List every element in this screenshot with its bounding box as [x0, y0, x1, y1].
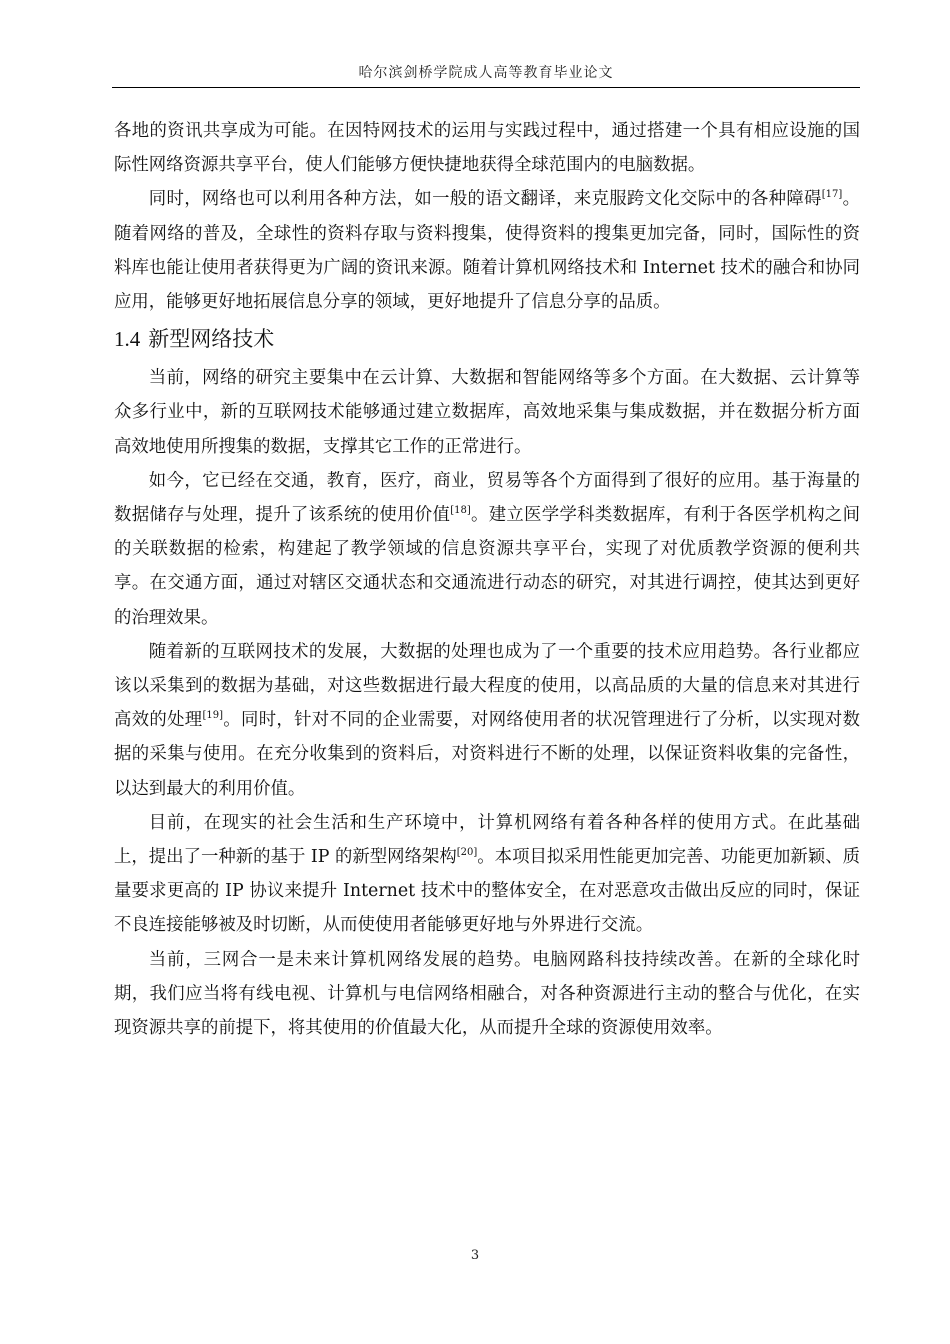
paragraph: [114, 114, 860, 182]
paragraph-text: 如今，它已经在交通，教育，医疗，商业，贸易等各个方面得到了很好的应用。基于海量的数据储存与处理，提升了该系统的使用价值: [114, 470, 860, 526]
paragraph-text: 。建立医学学科类数据库，有利于各医学机构之间的关联数据的检索，构建起了教学领域的信息资源共享平台，实现了对优质教学资源的便利共享。在交通方面，通过对辖区交通状态和交通流进行动态的研究，对其进行调控，使其达到更好的治理效果。: [114, 505, 860, 628]
paragraph: [114, 361, 860, 464]
section-heading: [114, 319, 860, 359]
section-title: 新型网络技术: [148, 327, 275, 352]
paragraph-text: 。随着网络的普及，全球性的资料存取与资料搜集，使得资料的搜集更加完备，同时，国际性的资料库也能让使用者获得更为广阔的资讯来源。随着计算机网络技术和 Internet 技术的融合和协同应用，能够更好地拓展信息分享的领域，更好地提升了信息分享的品质。: [114, 189, 860, 313]
paragraph: [114, 635, 860, 806]
header-rule: [112, 87, 860, 88]
paragraphs-after-section: [114, 361, 860, 1045]
paragraph-text: 各地的资讯共享成为可能。在因特网技术的运用与实践过程中，通过搭建一个具有相应设施的国际性网络资源共享平台，使人们能够方便快捷地获得全球范围内的电脑数据。: [114, 121, 860, 176]
paragraph: [114, 943, 860, 1046]
page-header: 哈尔滨剑桥学院成人高等教育毕业论文: [358, 65, 614, 81]
citation-ref: [19]: [202, 710, 223, 722]
paragraph-text: 随着新的互联网技术的发展，大数据的处理也成为了一个重要的技术应用趋势。各行业都应该以采集到的数据为基础，对这些数据进行最大程度的使用，以高品质的大量的信息来对其进行高效的处理: [114, 641, 860, 731]
paragraph-text: 。同时，针对不同的企业需要，对网络使用者的状况管理进行了分析，以实现对数据的采集与使用。在充分收集到的资料后，对资料进行不断的处理，以保证资料收集的完备性，以达到最大的利用价值。: [114, 710, 860, 799]
paragraphs-before-section: [114, 114, 860, 319]
paragraph-text: 当前，三网合一是未来计算机网络发展的趋势。电脑网路科技持续改善。在新的全球化时期，我们应当将有线电视、计算机与电信网络相融合，对各种资源进行主动的整合与优化，在实现资源共享的前提下，将其使用的价值最大化，从而提升全球的资源使用效率。: [114, 949, 860, 1039]
paragraph-text: 。本项目拟采用性能更加完善、功能更加新颖、质量要求更高的 IP 协议来提升 Internet 技术中的整体安全，在对恶意攻击做出反应的同时，保证不良连接能够被及时切断，从而使使用者能够更好地与外界进行交流。: [114, 847, 860, 936]
document-body: [114, 114, 860, 1045]
citation-ref: [20]: [456, 847, 478, 859]
page-number: 3: [470, 1248, 480, 1263]
paragraph: [114, 182, 860, 319]
paragraph-text: 当前，网络的研究主要集中在云计算、大数据和智能网络等多个方面。在大数据、云计算等众多行业中，新的互联网技术能够通过建立数据库，高效地采集与集成数据，并在数据分析方面高效地使用所搜集的数据，支撑其它工作的正常进行。: [114, 368, 860, 457]
paragraph: [114, 464, 860, 635]
section-number: 1.4: [114, 327, 141, 352]
paragraph-text: 目前，在现实的社会生活和生产环境中，计算机网络有着各种各样的使用方式。在此基础上，提出了一种新的基于 IP 的新型网络架构: [114, 812, 860, 868]
citation-ref: [18]: [450, 505, 471, 517]
paragraph-text: 同时，网络也可以利用各种方法，如一般的语文翻译，来克服跨文化交际中的各种障碍: [148, 189, 822, 210]
paragraph: [114, 806, 860, 943]
citation-ref: [17]: [821, 189, 843, 201]
